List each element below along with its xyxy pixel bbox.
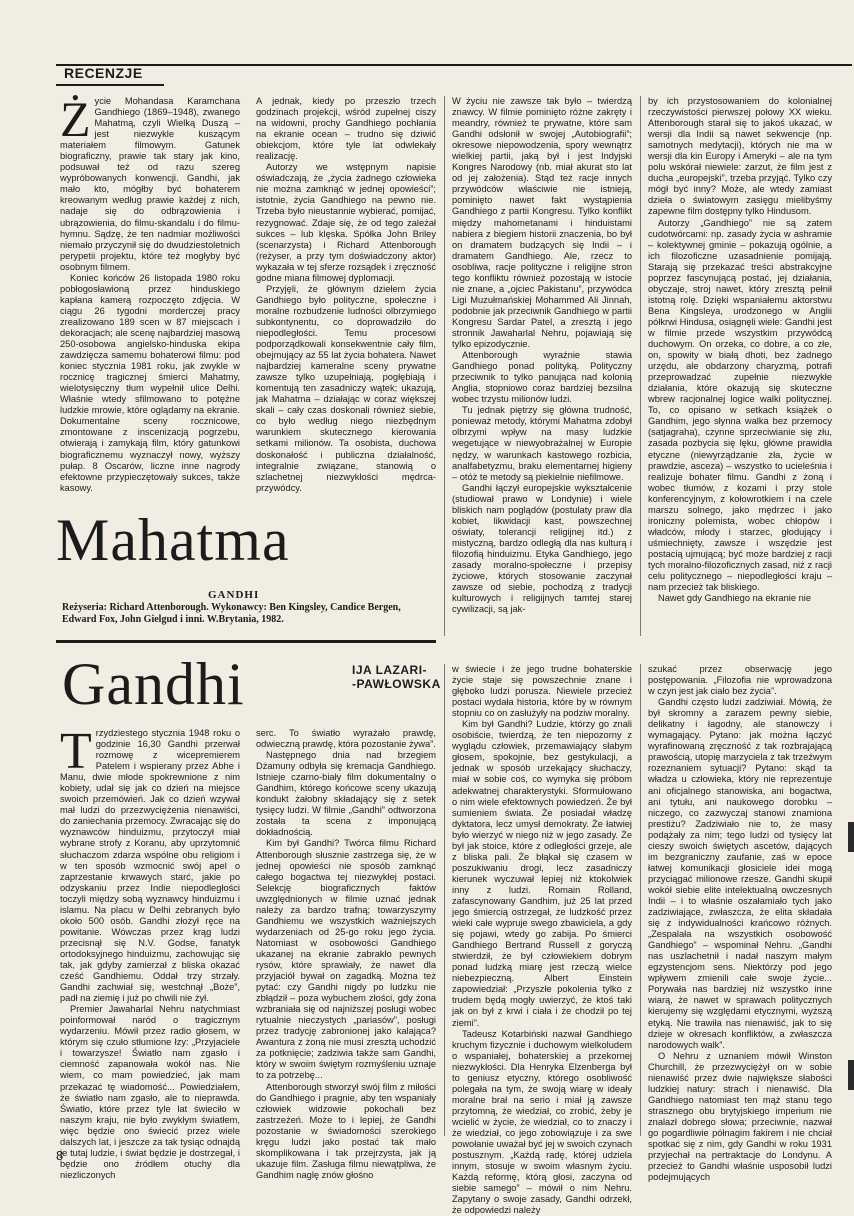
paragraph: Nawet gdy Gandhiego na ekranie nie bbox=[658, 593, 811, 604]
page-number: 8 bbox=[56, 1148, 64, 1163]
column-divider bbox=[444, 664, 445, 1136]
paragraph: serc. To światło wyrażało prawdę, odwieczną prawdę, która pozostanie żywa”. bbox=[256, 728, 436, 750]
paragraph: Następnego dnia nad brzegiem Dżamuny odbyła się kremacja Gandhiego. Istnieje czarno-biały film dokumentalny o Gandhim, którego końcowe sceny ukazują kondukt żałobny składający się z setek tysięcy ludzi. W filmie „Gandhi” odtworzona została ta scena z imponującą dokładnością. bbox=[256, 750, 436, 838]
dropcap: T bbox=[60, 723, 92, 780]
paragraph: Kim był Gandhi? Twórca filmu Richard Attenborough słusznie zastrzega się, że w jednej opowieści nie sposób zamknąć całego bogactwa tej niezwykłej postaci. Selekcję biograficznych faktów uwzględnionych w filmie uznać jednak należy za bardzo trafną; towarzyszymy Gandhiemu we wszystkich ważniejszych wydarzeniach od 25-go roku jego życia. Natomiast w osobowości Gandhiego ukazanej na ekranie zabrakło pewnych rysów, które sprawiały, że nawet dla przyjaciół bywał on zagadką. Można też pytać: czy Gandhi nigdy po ludzku nie zbłądził – poza wybuchem złości, gdy żona wzbraniała się od najniższej posługi wobec rytualnie nieczystych „pariasów”, posługi przez tradycję zabronionej jako kalająca? Awantura z żoną nie musi zresztą uchodzić za potknięcie; zadziwia także sam Gandhi, który w swoim świętym rozmyśleniu uznaje to za potrzebę... bbox=[256, 838, 436, 1081]
column-divider bbox=[444, 96, 445, 636]
column-divider bbox=[640, 96, 641, 636]
article2-column-2 bbox=[256, 728, 436, 1180]
article1-title: Mahatma bbox=[56, 507, 290, 573]
top-rule bbox=[56, 64, 852, 66]
paragraph: Autorzy we wstępnym napisie oświadczają, że „życia żadnego człowieka nie można zamknąć w jednej opowieści”; istotnie, życia Gandhiego na pewno nie. Trzeba było nieustannie wybierać, pomijać, rezygnować. Zdaje się, że od tego zależał sukces – lub klęska. Spółka John Briley (scenarzysta) i Richard Attenborough (reżyser, a przy tym doświadczony aktor) wykazała w tej sferze rozsądek i zręczność godne miana filmowej dyplomacji. bbox=[256, 162, 436, 283]
article2-column-4 bbox=[648, 664, 832, 1183]
section-rubric: RECENZJE bbox=[64, 65, 143, 81]
paragraph: w świecie i że jego trudne bohaterskie życie staje się powszechnie znane i głęboko ludzi porusza. Niewiele przecież postaci wydała historia, które by w równym stopniu co on zasłużyły na podziw moralny. bbox=[452, 664, 632, 719]
film-credits: Reżyseria: Richard Attenborough. Wykonawcy: Ben Kingsley, Candice Bergen, Edward Fox, John Gielgud i inni. W.Brytania, 1982. bbox=[62, 602, 401, 625]
paragraph: Trzydziestego stycznia 1948 roku o godzinie 16,30 Gandhi przerwał rozmowę z wicepremierem Patelem i wspierany przez Abhe i Manu, dwie młode spokrewnione z nim kobiety, udał się jak co dzień na miejsce swoich przemówień. Jak co dzień wzywał mał ludzi do przezwyciężenia nienawiści, do zaniechania przemocy. Zwracając się do wyznawców hinduizmu, przytoczył miał wybrane strofy z Koranu, aby uprzytomnić słuchaczom zdarza wspólne obu religiom i w ten sposób wzmocnić swój apel o zaprzestanie krwawych starć, jakie po odzyskaniu przez Indie niepodległości toczyli między sobą wyznawcy hinduizmu i islamu. Na placu w Delhi zebranych było około 500 osób. Gandhi złożył ręce na powitanie. Wówczas przez krąg ludzi przecisnął się N.V. Godse, fanatyk ortodoksyjnego hinduizmu, zachowując się tak, jak gdyby zamierzał z bliska okazać cześć Gandhiemu. Oddał trzy strzały. Gandhi zachwiał się, westchnął „Boże”, padł na ziemię i już po chwili nie żył. bbox=[60, 723, 240, 1004]
column-divider bbox=[640, 664, 641, 1136]
paragraph: A jednak, kiedy po przeszło trzech godzinach projekcji, wśród zupełnej ciszy na widowni, prochy Gandhiego pochłania na ekranie ocean – trudno się dziwić obiekcjom, które tyle lat odwlekały realizację. bbox=[256, 96, 436, 162]
paragraph: szukać przez obserwację jego postępowania. „Filozofia nie wprowadzona w czyn jest jak ciało bez życia”. bbox=[648, 664, 832, 697]
rubric-underline bbox=[56, 84, 164, 86]
paragraph: Życie Mohandasa Karamchana Gandhiego (1869–1948), zwanego Mahatmą, czyli Wielką Duszą – jest niezwykle kuszącym materiałem filmowym. Gatunek biograficzny, prawie tak stary jak kino, podsuwał też od razu szereg wypróbowanych konwencji. Gandhi, jak mało kto, mógłby być bohaterem kreowanym według prawie każdej z nich, nadaje się do odbrązowienia i ubrązowienia, do filmu-skandalu i do filmu-hymnu. Sądzę, że ten nadmiar możliwości niemało przyczynił się do dwudziestoletnich perypetii projektu, które też mogłyby być osobnym filmem. bbox=[60, 91, 240, 272]
paragraph: Attenborough stworzył swój film z miłości do Gandhiego i pragnie, aby ten wspaniały człowiek widzowie pokochali bez zastrzeżeń. Może to i lepiej, że Gandhi pozostanie w świadomości szerokiego kręgu ludzi jako postać tak mało skomplikowana i tak przejrzysta, jak ją ukazuje film. Zasługa filmu niewątpliwa, że Gandhim naglę znów głośno bbox=[256, 1081, 436, 1180]
paragraph: W życiu nie zawsze tak było – twierdzą znawcy. W filmie pominięto różne zakręty i meandry, również te prywatne, które sam Gandhi odsłonił w swojej „Autobiografii”; okresowe niepowodzenia, spory wewnątrz wielkiej partii, jaką był i jest Indyjski Kongres Narodowy (nb. miał akurat sto lat od jej założenia). Stąd też racje innych przywódców właściwie nie istnieją, pominięto nawet fakt wystąpienia Gandhiego z partii Kongresu. Tylko konflikt między mahometanami i hinduistami nabiera z biegiem historii znaczenia, bo był on dramatem budzących się Indii – i dramatem Gandhiego. Ale, rzecz to osobliwa, racje polityczne i religijne stron tego konfliktu również pozostają w istocie nie znane, a „ojciec Pakistanu”, przywódca Ligi Muzułmańskiej Mohammed Ali Jinnah, podobnie jak przeciwnik Gandhiego w partii Kongresu Sardar Patel, a zresztą i jego stronnik Jawaharlal Nehru, pojawiają się tylko epizodycznie. bbox=[452, 96, 632, 350]
article2-column-3 bbox=[452, 664, 632, 1216]
article2-title: Gandhi bbox=[62, 651, 245, 717]
paragraph: Gandhi często ludzi zadziwiał. Mówią, że był skromny a zarazem pewny siebie, delikatny i łagodny, ale stanowczy i wymagający. Pytano: jak można łączyć wyrafinowaną zręczność z tak rozbrajającą prawością, utopię marzyciela z tak trzeźwym rozeznaniem sytuacji? Pytano: skąd ta władza u człowieka, który nie reprezentuje ani oficjalnego stanowiska, ani bogactwa, ani tytułu, ani naukowego dorobku – niczego, co zazwyczaj stanowi znamiona prestiżu? Zadziwiało nie to, że masy podążały za nim; tego ludzi od tysięcy lat cieszy swoich świętych ascetów, dających im bezgraniczny zaufanie, zaś w epoce łatwej komunikacji głosiciele idei mogą przyciągać milionowe rzesze. Gandhi skupił wokół siebie elite intelektualną owczesnych Indii – i to właśnie oszałamiało tych jako zadziwiające, zwłaszcza, że elita składała się z indywidualności krańcowo różnych. „Zespalała na wszystkich osobowość Gandhiego” – wspominał Nehru. „Gandhi nas uszlachetnił i nadał naszym małym egzystencjom sens. Niektórzy pod jego wpływem zmienili całe swoje życie... Porywała nas bardziej niż wszystko inne wiarą, że nawet w sprawach politycznych kierujemy się względami etycznymi, wyższą etyką. Nie trawiła nas nienawiść, jak to się dzieje w okresach konfliktów, a zwłaszcza narodowych walk”. bbox=[648, 697, 832, 1050]
paragraph: O Nehru z uznaniem mówił Winston Churchill, że przezwyciężył on w sobie nienawiść przez dwie największe słabości ludzkiej natury: strach i nienawiść. Dla Gandhiego natomiast ten mąż stanu tego strasznego obu brytyjskiego imperium nie znalazł dobrego słowa; przeciwnie, nazwał go pogardliwie półnagim fakirem i nie chciał spotkać się z nim, gdy Gandhi w roku 1931 przyjechał na pertraktacje do Londynu. A przecież to Gandhi właśnie usposobił ludzi podejmujących bbox=[648, 1050, 832, 1183]
film-title: GANDHI bbox=[208, 589, 260, 601]
paragraph: Premier Jawaharlal Nehru natychmiast poinformował naród o tragicznym wydarzeniu. Mówił przez radio głosem, w którym się czuło stłumione łzy: „Przyjaciele i towarzysze! Światło nam zgasło i ciemność zapanowała wokół nas. Nie wiem, co mam powiedzieć, jak mam przekazać tę wiadomość... Powiedziałem, że światło nam zgasło, ale to nieprawda. Światło, które przez tyle lat świeciło w naszym kraju, nie było zwykłym światłem, więc będzie ono świecić przez wiele dalszych lat, i jeszcze za tak tysiąc odnajdą je tutaj ludzie, i świat będzie je dostrzegał, i będzie ono źródłem otuchy dla niezliczonych bbox=[60, 1004, 240, 1180]
paragraph: Tadeusz Kotarbiński nazwał Gandhiego kruchym fizycznie i duchowym wielkoludem o wspaniałej, bohaterskiej a przekornej niezwykłości. Dla Henryka Elzenberga był to geniusz etyczny, którego osobliwość polegała na tym, że swoją wiarę w ideały moralne brał na serio i miał ją zawsze przytomną, że wiedział, co zrobić, żeby je wcielić w życie, że wiedział, co to znaczy i że wiedział, co jego zobowiązuje i za swe powołanie uważał być jej w swoich czynach postusznym. „Każdą radę, której udziela innym, stosuje w swoim własnym życiu. Każdą reformę, którą głosi, zaczyna od siebie samego” – mówił o nim Nehru. Zapytany o swoje zasady, Gandhi odrzekł, że odpowiedzi należy bbox=[452, 1028, 632, 1216]
edge-marker bbox=[848, 1060, 854, 1090]
section-rule bbox=[56, 640, 436, 643]
edge-marker bbox=[848, 822, 854, 852]
article2-column-1 bbox=[60, 723, 240, 1180]
paragraph: Przyjęli, że głównym dziełem życia Gandhiego było polityczne, społeczne i moralne rozbudzenie ludności olbrzymiego subkontynentu, co doprowadziło do niepodległości. Temu procesowi podporządkowali konsekwentnie cały film, obejmujący az 55 lat życia bohatera. Nawet najbardziej kameralne sceny prywatne zawsze tylko uzupełniają, pogłębiają i komentują ten zasadniczy wątek; ukazują, jak Mahatma – działając w coraz większej skali – cały czas doskonali również siebie, co było według niego niezbędnym warunkiem skutecznego kierowania setkami milionów. Ta osobista, duchowa doskonałość i publiczna działalność, integralnie związane, stanowią o szlachetnej niezwykłości mędrca-przywódcy. bbox=[256, 283, 436, 493]
article1-column-3 bbox=[452, 96, 632, 636]
paragraph: Kim był Gandhi? Ludzie, którzy go znali osobiście, twierdzą, że ten niepozorny z wyglądu człowiek, przemawiający słabym głosem, spokojnie, bez gestykulacji, a jednak w sposób urzekający słuchaczy, miał w sobie coś, co wymyka się próbom adekwatnej charakterystyki. Sformułowano o nim wiele efektownych powiedzeń. Że był sumieniem świata. Że posiadał władzę dyktatora, lecz umysł demokraty. Że łatwiej było wierzyć w niego niż w jego zasady. Że był jak stoice, które z odległości grzeje, ale z bliska pali. Że błąkał się czasem w poszukiwaniu drogi, lecz zasadniczy kierunek wyczuwał lepiej niż ktokolwiek inny z ludzi. Romain Rolland, zafascynowany Gandhim, już 25 lat przed jego śmiercią ostrzegał, że ludzkość przez wieki całe wypruje swego zbawiciela, a gdy się pojawi, wtedy go zabija. Po śmierci Gandhiego Bertrand Russell z goryczą stwierdził, że był człowiekiem dobrym ponad ludzką miarę jest rzeczą wielce niebezpieczną. Albert Einstein zapowiedział: „Przyszłe pokolenia tylko z trudem będą mogły uwierzyć, że ktoś taki jak on był z krwi i ciała i że chodził po tej ziemi”. bbox=[452, 719, 632, 1028]
paragraph: by ich przystosowaniem do kolonialnej rzeczywistości pierwszej połowy XX wieku. Attenborough starał się to jakoś ukazać, w wersji dla Indii są nawet sekwencje (np. samotnych medytacji), których nie ma w wersji dla kin Europy i Ameryki – ale na tym polu wskórał niewiele: zarzut, że film jest z ducha „europejski”, trzeba przyjąć. Tylko czy mógł być inny? Może, ale wtedy zamiast dzieła o światowym zasięgu mielibyśmy zapewne film dostępny tylko Hindusom. bbox=[648, 96, 832, 217]
paragraph: Koniec końców 26 listopada 1980 roku pobłogosławioną przez hinduskiego kapłana kamerą rozpoczęto zdjęcia. W ciągu 26 tygodni morderczej pracy zrealizowano 189 scen w 87 miejscach i dekoracjach; ale scenę najbardziej masową 250-osobowa angielsko-hinduska ekipa zawdzięcza samemu bohaterowi filmu: pod koniec stycznia 1981 roku, jak zwykle w rocznicę tragicznej śmierci Mahatmy, wielotysięczny tłum wypełnił ulice Delhi. Właśnie wtedy sfilmowano to potężne ludzkie mrowie, które oglądamy na ekranie. Dokumentalne sceny rocznicowe, zmontowane z inscenizacją pogrzebu, otwierają i zamykają film, który gatunkowi biograficznemu wyznaczył nowy, wyższy pułap. 8 Oscarów, liczne inne nagrody efektowne przypieczętowały sukces, także kasowy. bbox=[60, 272, 240, 493]
article1-column-4 bbox=[648, 96, 832, 636]
article1-column-2 bbox=[256, 96, 436, 496]
paragraph: Gandhi łączył europejskie wykształcenie (studiował prawo w Londynie) i wiele bliskich nam poglądów (postulaty praw dla kobiet, likwidacji kast, powszechnej oświaty, tolerancji religijnej itd.) z mistyczną, bardzo odległą dla nas kulturą i filozofią hinduizmu. Etyka Gandhiego, jego zasady moralno-społeczne i przepisy życiowe, których stosowanie zaczynał zawsze od siebie, pochodzą z tradycji kulturowych i religijnych tamtej starej cywilizacji, są jak- bbox=[452, 482, 632, 615]
article1-column-1 bbox=[60, 91, 240, 496]
dropcap: Ż bbox=[60, 91, 91, 147]
paragraph: Attenborough wyraźnie stawia Gandhiego ponad polityką. Polityczny przeciwnik to tylko panująca nad kolonią Anglia, stopniowo coraz bardziej bezsilna wobec trzystu milionów ludzi. bbox=[452, 350, 632, 405]
paragraph: Autorzy „Gandhiego” nie są zatem cudotwórcami: np. zasady życia w ashramie – kolektywnej gminie – pokazują ogólnie, a ich filozoficzne uzasadnienie pomijają. Starają się przekazać treści abstrakcyjne poprzez fascynującą postać, jej działania, obyczaje, stroj nawet, który zresztą pełnił istotną rolę. Dzięki wspaniałemu aktorstwu Bena Kingsleya, urodzonego w Anglii półkrwi Hindusa, osiągnęli wiele: Gandhi jest w filmie przede wszystkim przywódcą duchowym. On orzeka, co dobre, a co złe, on, spowity w białą dhoti, bez żadnego urzędu, ale obdarzony charyzmą, potrafi przeprowadzać zupełnie niezwykłe działania, które okazują się skuteczne wbrew racjonalnej logice walki politycznej. To, co opisano w setkach książek o Gandhim, jego słynna walka bez przemocy (satjagraha), czynne sprzeciwianie się złu, zasada pozbycia się lęku, główne prawidła etyczne (niewyrządzanie zła, życie w prawdzie, asceza) – wszystko to ucieleśnia i realizuje bohater filmu. Gandhi z żoną i wobec tłumów, z kozami i przy stole konferencyjnym, z kołowrotkiem i na czele marszu solnego, jako mędrzec i jako ironiczny polemista, wobec chłopów i władców, młody i starzec, głodujący i uśmiechnięty, zawsze i wszędzie jest postacią ujmującą; być może bardziej z racji tych moralno-filozoficznych zasad, niż z racji celu politycznego – niepodległości kraju – nam przecież tak bliskiego. bbox=[648, 217, 832, 593]
paragraph: Tu jednak piętrzy się główna trudność, ponieważ metody, którymi Mahatma zdobył olbrzymi wpływ na masy ludzkie wegetujące w niewyobrażalnej w Europie nędzy, w warunkach kastowego rozbicia, analfabetyzmu, braku elementarnej higieny – otóż te metody są piekielnie niefilmowe. bbox=[452, 405, 632, 482]
article2-author: IJA LAZARI- -PAWŁOWSKA bbox=[352, 663, 441, 691]
